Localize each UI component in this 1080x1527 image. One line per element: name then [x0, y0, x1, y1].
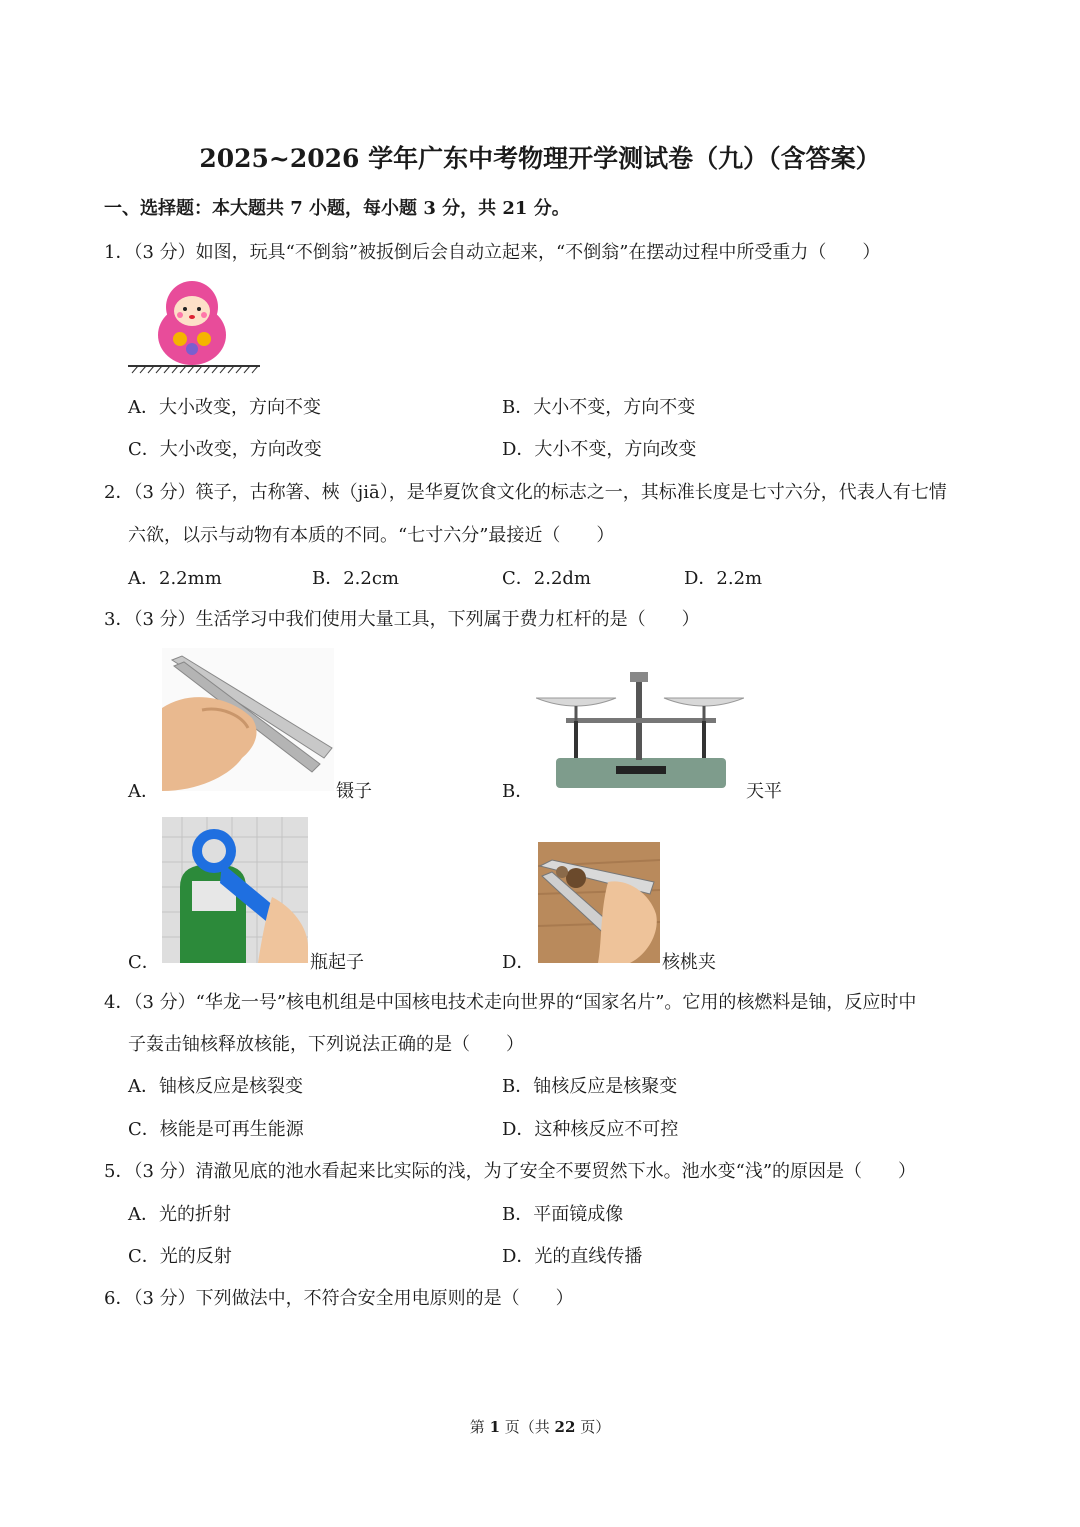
- q5-option-c[interactable]: C．光的反射: [128, 1246, 232, 1267]
- balance-scale-image: [536, 666, 744, 792]
- q4-option-a[interactable]: A．铀核反应是核裂变: [128, 1076, 303, 1097]
- q2-option-b[interactable]: B．2.2cm: [312, 568, 400, 589]
- q5-option-a[interactable]: A．光的折射: [128, 1204, 231, 1225]
- q1-stem: 1．（3 分）如图，玩具“不倒翁”被扳倒后会自动立起来，“不倒翁”在摆动过程中所受重力（ ）: [104, 242, 881, 263]
- q6-stem: 6．（3 分）下列做法中，不符合安全用电原则的是（ ）: [104, 1288, 574, 1309]
- q2-option-c[interactable]: C．2.2dm: [502, 568, 591, 589]
- q3-caption-d: 核桃夹: [662, 952, 716, 973]
- q5-option-d[interactable]: D．光的直线传播: [502, 1246, 643, 1267]
- q1-option-d[interactable]: D．大小不变，方向改变: [502, 439, 697, 460]
- footer-mid: 页（共: [500, 1418, 555, 1436]
- q1-option-a[interactable]: A．大小改变，方向不变: [128, 397, 321, 418]
- q4-option-b[interactable]: B．铀核反应是核聚变: [502, 1076, 678, 1097]
- q2-option-a[interactable]: A．2.2mm: [128, 568, 222, 589]
- nutcracker-image: [538, 842, 660, 963]
- q1-option-c[interactable]: C．大小改变，方向改变: [128, 439, 322, 460]
- footer-post: 页）: [575, 1418, 611, 1436]
- page-footer: [0, 1416, 1080, 1437]
- q3-option-a[interactable]: A．: [128, 781, 159, 802]
- q3-option-d[interactable]: D．: [502, 952, 535, 973]
- footer-total-pages: 22: [554, 1418, 576, 1436]
- q3-stem: 3．（3 分）生活学习中我们使用大量工具，下列属于费力杠杆的是（ ）: [104, 609, 700, 630]
- bottle-opener-image: [162, 817, 308, 963]
- q2-stem-line1: 2．（3 分）筷子，古称箸、梜（jiā），是华夏饮食文化的标志之一，其标准长度是七寸六分，代表人有七情: [104, 482, 947, 503]
- page-title: 2025~2026 学年广东中考物理开学测试卷（九）（含答案）: [199, 144, 881, 173]
- footer-pre: 第: [469, 1418, 490, 1436]
- q2-option-d[interactable]: D．2.2m: [684, 568, 763, 589]
- q1-option-b[interactable]: B．大小不变，方向不变: [502, 397, 696, 418]
- q5-stem: 5．（3 分）清澈见底的池水看起来比实际的浅，为了安全不要贸然下水。池水变“浅”的原因是（ ）: [104, 1161, 917, 1182]
- q3-option-b[interactable]: B．: [502, 781, 534, 802]
- footer-page-number: 1: [489, 1418, 500, 1436]
- section-heading: 一、选择题：本大题共 7 小题，每小题 3 分，共 21 分。: [104, 198, 570, 219]
- q3-caption-c: 瓶起子: [310, 952, 364, 973]
- q4-option-d[interactable]: D．这种核反应不可控: [502, 1119, 679, 1140]
- q3-caption-b: 天平: [746, 781, 782, 802]
- q4-stem-line1: 4．（3 分）“华龙一号”核电机组是中国核电技术走向世界的“国家名片”。它用的核燃料是铀，反应时中: [104, 992, 917, 1013]
- q2-stem-line2: 六欲，以示与动物有本质的不同。“七寸六分”最接近（ ）: [128, 525, 615, 546]
- q5-option-b[interactable]: B．平面镜成像: [502, 1204, 624, 1225]
- q3-caption-a: 镊子: [336, 781, 372, 802]
- tweezers-image: [162, 648, 334, 791]
- q4-option-c[interactable]: C．核能是可再生能源: [128, 1119, 304, 1140]
- q4-stem-line2: 子轰击铀核释放核能，下列说法正确的是（ ）: [128, 1034, 524, 1055]
- tumbler-toy-image: [128, 275, 260, 375]
- q3-option-c[interactable]: C．: [128, 952, 160, 973]
